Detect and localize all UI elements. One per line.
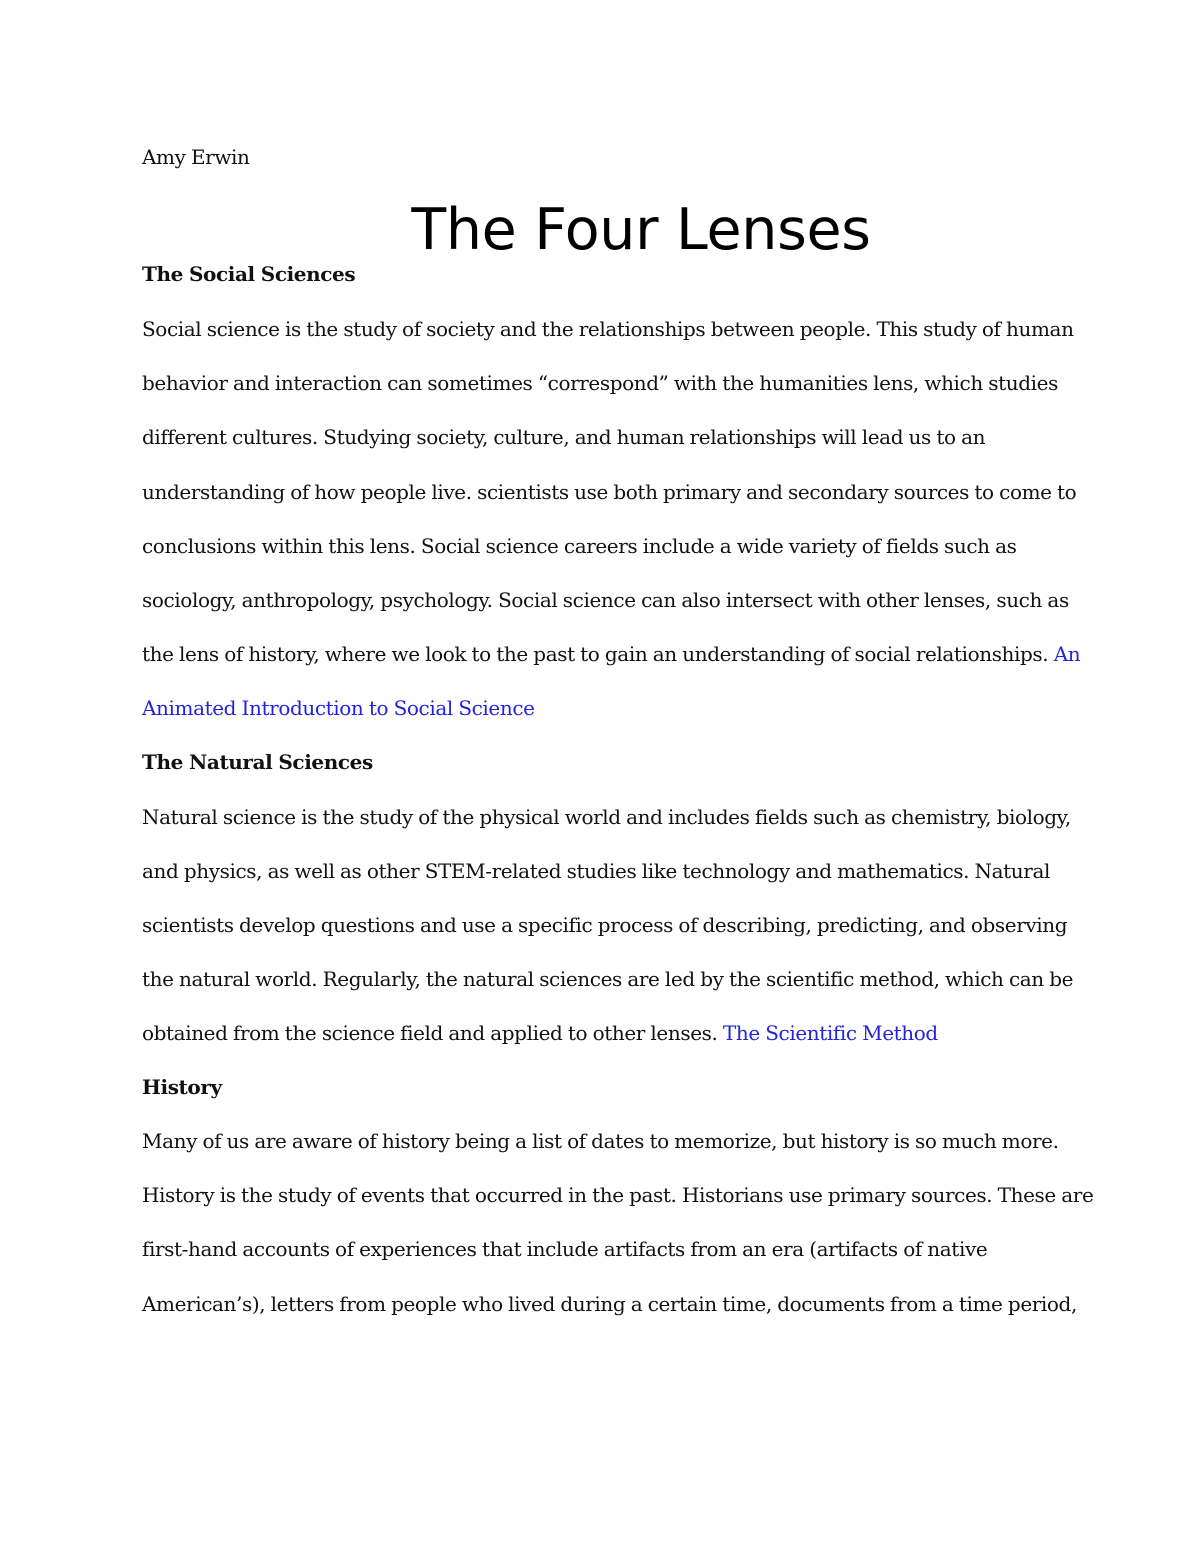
section-heading-social-sciences: The Social Sciences (142, 262, 356, 286)
paragraph-line: American’s), letters from people who lived during a certain time, documents from a time period, (142, 1292, 1077, 1316)
paragraph-line (142, 640, 1080, 668)
paragraph-line: behavior and interaction can sometimes “correspond” with the humanities lens, which studies (142, 371, 1058, 395)
paragraph-line: Social science is the study of society and the relationships between people. This study of human (142, 317, 1074, 341)
paragraph-line: conclusions within this lens. Social science careers include a wide variety of fields such as (142, 534, 1017, 558)
document-title: The Four Lenses (411, 197, 871, 263)
paragraph-line: sociology, anthropology, psychology. Social science can also intersect with other lenses, such as (142, 588, 1069, 612)
paragraph-line (142, 1019, 938, 1047)
paragraph-line-text: obtained from the science field and applied to other lenses. (142, 1021, 718, 1045)
paragraph-line: History is the study of events that occurred in the past. Historians use primary sources. These are (142, 1183, 1094, 1207)
social-science-video-link-continued[interactable]: Animated Introduction to Social Science (142, 696, 535, 720)
author-name: Amy Erwin (142, 145, 250, 169)
section-heading-natural-sciences: The Natural Sciences (142, 750, 373, 774)
paragraph-line: Many of us are aware of history being a list of dates to memorize, but history is so much more. (142, 1129, 1059, 1153)
paragraph-line: understanding of how people live. scientists use both primary and secondary sources to come to (142, 480, 1077, 504)
paragraph-line-text: the lens of history, where we look to the past to gain an understanding of social relationships. (142, 642, 1049, 666)
paragraph-line: scientists develop questions and use a specific process of describing, predicting, and observing (142, 913, 1068, 937)
social-science-video-link[interactable]: An (1053, 642, 1081, 666)
paragraph-line: and physics, as well as other STEM-related studies like technology and mathematics. Natural (142, 859, 1050, 883)
section-heading-history: History (142, 1075, 222, 1099)
paragraph-line: the natural world. Regularly, the natural sciences are led by the scientific method, which can be (142, 967, 1074, 991)
paragraph-line: different cultures. Studying society, culture, and human relationships will lead us to an (142, 425, 986, 449)
paragraph-line: Natural science is the study of the physical world and includes fields such as chemistry, biology, (142, 805, 1071, 829)
paragraph-line: first-hand accounts of experiences that include artifacts from an era (artifacts of native (142, 1237, 988, 1261)
scientific-method-link[interactable]: The Scientific Method (722, 1021, 938, 1045)
